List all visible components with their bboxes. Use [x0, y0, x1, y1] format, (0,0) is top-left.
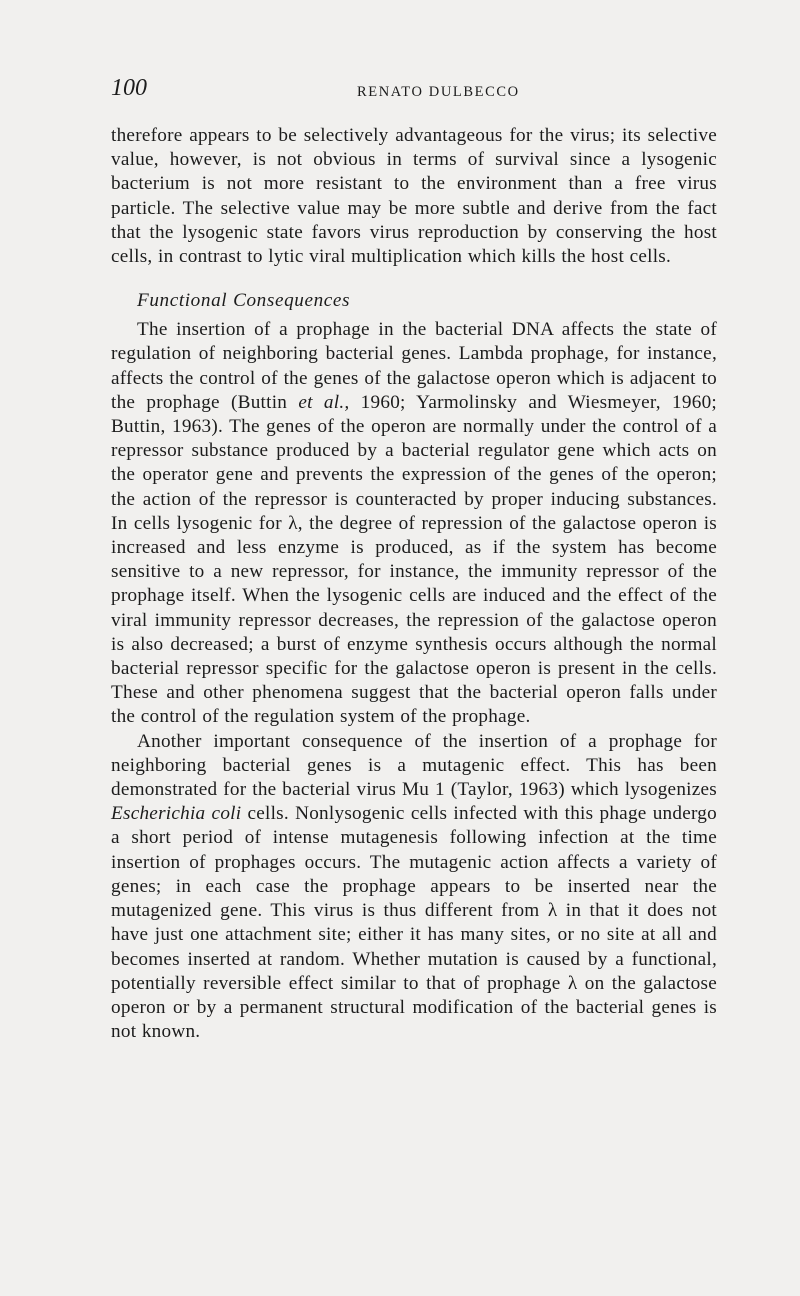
paragraph-3-part-a: Another important consequence of the insertion of a prophage for neighboring bacterial genes is a mutagenic effect. This has been demonstrated for the bacterial virus Mu 1 (Taylor, 1963) which lysogenizes — [111, 730, 717, 801]
paragraph-regulation — [111, 318, 717, 729]
paragraph-3-part-b: cells. Nonlysogenic cells infected with this phage undergo a short period of intense mutagenesis following infection at the time insertion of prophages occurs. The mutagenic action affects a variety of genes; in each case the prophage appears to be inserted near the mutagenized gene. This virus is thus different from λ in that it does not have just one attachment site; either it has many sites, or no site at all and becomes inserted at random. Whether mutation is caused by a functional, potentially reversible effect similar to that of prophage λ on the galactose operon or by a permanent structural modification of the bacterial genes is not known. — [111, 803, 717, 1043]
paragraph-2-part-a: The insertion of a prophage in the bacterial DNA affects the state of regulation of neighboring bacterial genes. Lambda prophage, for instance, affects the control of the genes of the galactose operon which is adjacent to the prophage (Buttin — [111, 319, 717, 413]
page-header — [111, 74, 717, 104]
species-name: Escherichia coli — [111, 803, 242, 825]
et-al-citation: et al., — [298, 391, 350, 413]
paragraph-continuation — [111, 124, 717, 269]
body-text — [111, 124, 717, 1044]
paragraph-mutagenic-effect — [111, 730, 717, 1045]
paragraph-1-text: therefore appears to be selectively advantageous for the virus; its selective value, however, is not obvious in terms of survival since a lysogenic bacterium is not more resistant to the environment than a free virus particle. The selective value may be more subtle and derive from the fact that the lysogenic state favors virus reproduction by conserving the host cells, in contrast to lytic viral multiplication which kills the host cells. — [111, 125, 717, 268]
paragraph-2-part-b: 1960; Yarmolinsky and Wiesmeyer, 1960; Buttin, 1963). The genes of the operon are normally under the control of a repressor substance produced by a bacterial regulator gene which acts on the operator gene and prevents the expression of the genes of the operon; the action of the repressor is counteracted by proper inducing substances. In cells lysogenic for λ, the degree of repression of the galactose operon is increased and less enzyme is produced, as if the system has become sensitive to a new repressor, for instance, the immunity repressor of the prophage itself. When the lysogenic cells are induced and the effect of the viral immunity repressor decreases, the repression of the galactose operon is also decreased; a burst of enzyme synthesis occurs although the normal bacterial repressor specific for the galactose operon is present in the cells. These and other phenomena suggest that the bacterial operon falls under the control of the regulation system of the prophage. — [111, 391, 717, 728]
running-head-author: RENATO DULBECCO — [357, 84, 520, 100]
page-number: 100 — [111, 75, 147, 101]
section-heading-functional-consequences: Functional Consequences — [137, 290, 351, 312]
